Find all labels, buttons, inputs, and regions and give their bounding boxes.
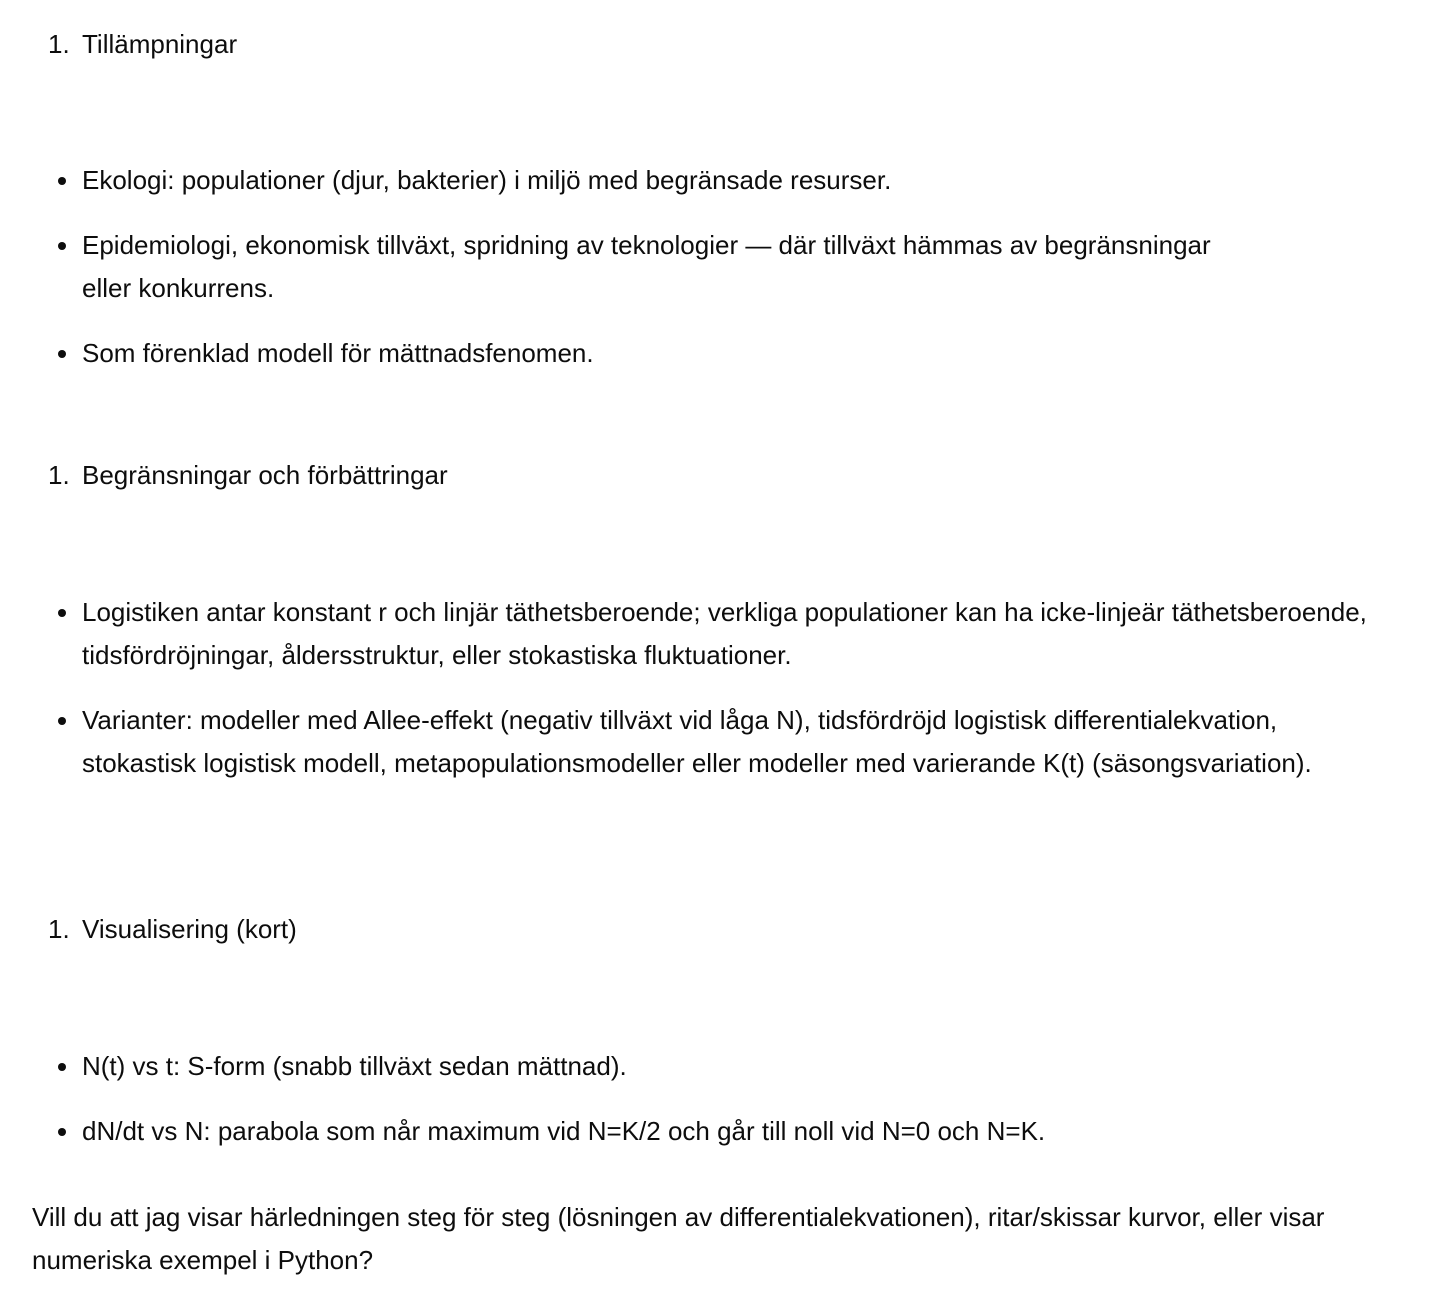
bullet-icon	[58, 609, 66, 617]
list-item: N(t) vs t: S-form (snabb tillväxt sedan mättnad).	[82, 1045, 1382, 1088]
list-item: Varianter: modeller med Allee-effekt (negativ tillväxt vid låga N), tidsfördröjd logistisk differentialekvation, stokastisk logistisk modell, metapopulationsmodeller eller modeller med varierande K(t) (säsongsvariation).	[82, 699, 1382, 785]
bullet-icon	[58, 1063, 66, 1071]
bullet-icon	[58, 177, 66, 185]
section-title: Tillämpningar	[82, 29, 238, 59]
bullet-list-tillampningar	[82, 159, 1382, 397]
bullet-icon	[58, 350, 66, 358]
closing-question: Vill du att jag visar härledningen steg för steg (lösningen av differentialekvationen), ritar/skissar kurvor, eller visar numeriska exempel i Python?	[32, 1202, 1325, 1275]
bullet-icon	[58, 717, 66, 725]
list-item: Som förenklad modell för mättnadsfenomen.	[82, 332, 1382, 375]
section-title: Begränsningar och förbättringar	[82, 460, 448, 490]
list-item: Ekologi: populationer (djur, bakterier) i miljö med begränsade resurser.	[82, 159, 1382, 202]
list-item: Logistiken antar konstant r och linjär täthetsberoende; verkliga populationer kan ha icke-linjeär täthetsberoende, tidsfördröjningar, åldersstruktur, eller stokastiska fluktuationer.	[82, 591, 1382, 677]
bullet-icon	[58, 242, 66, 250]
bullet-icon	[58, 1128, 66, 1136]
list-item: dN/dt vs N: parabola som når maximum vid N=K/2 och går till noll vid N=0 och N=K.	[82, 1110, 1382, 1153]
bullet-list-begransningar	[82, 591, 1382, 807]
list-number: 1.	[48, 460, 70, 490]
section-title: Visualisering (kort)	[82, 914, 297, 944]
list-item: Epidemiologi, ekonomisk tillväxt, spridning av teknologier — där tillväxt hämmas av begränsningar eller konkurrens.	[82, 224, 1382, 310]
list-number: 1.	[48, 29, 70, 59]
bullet-list-visualisering	[82, 1045, 1382, 1175]
list-number: 1.	[48, 914, 70, 944]
